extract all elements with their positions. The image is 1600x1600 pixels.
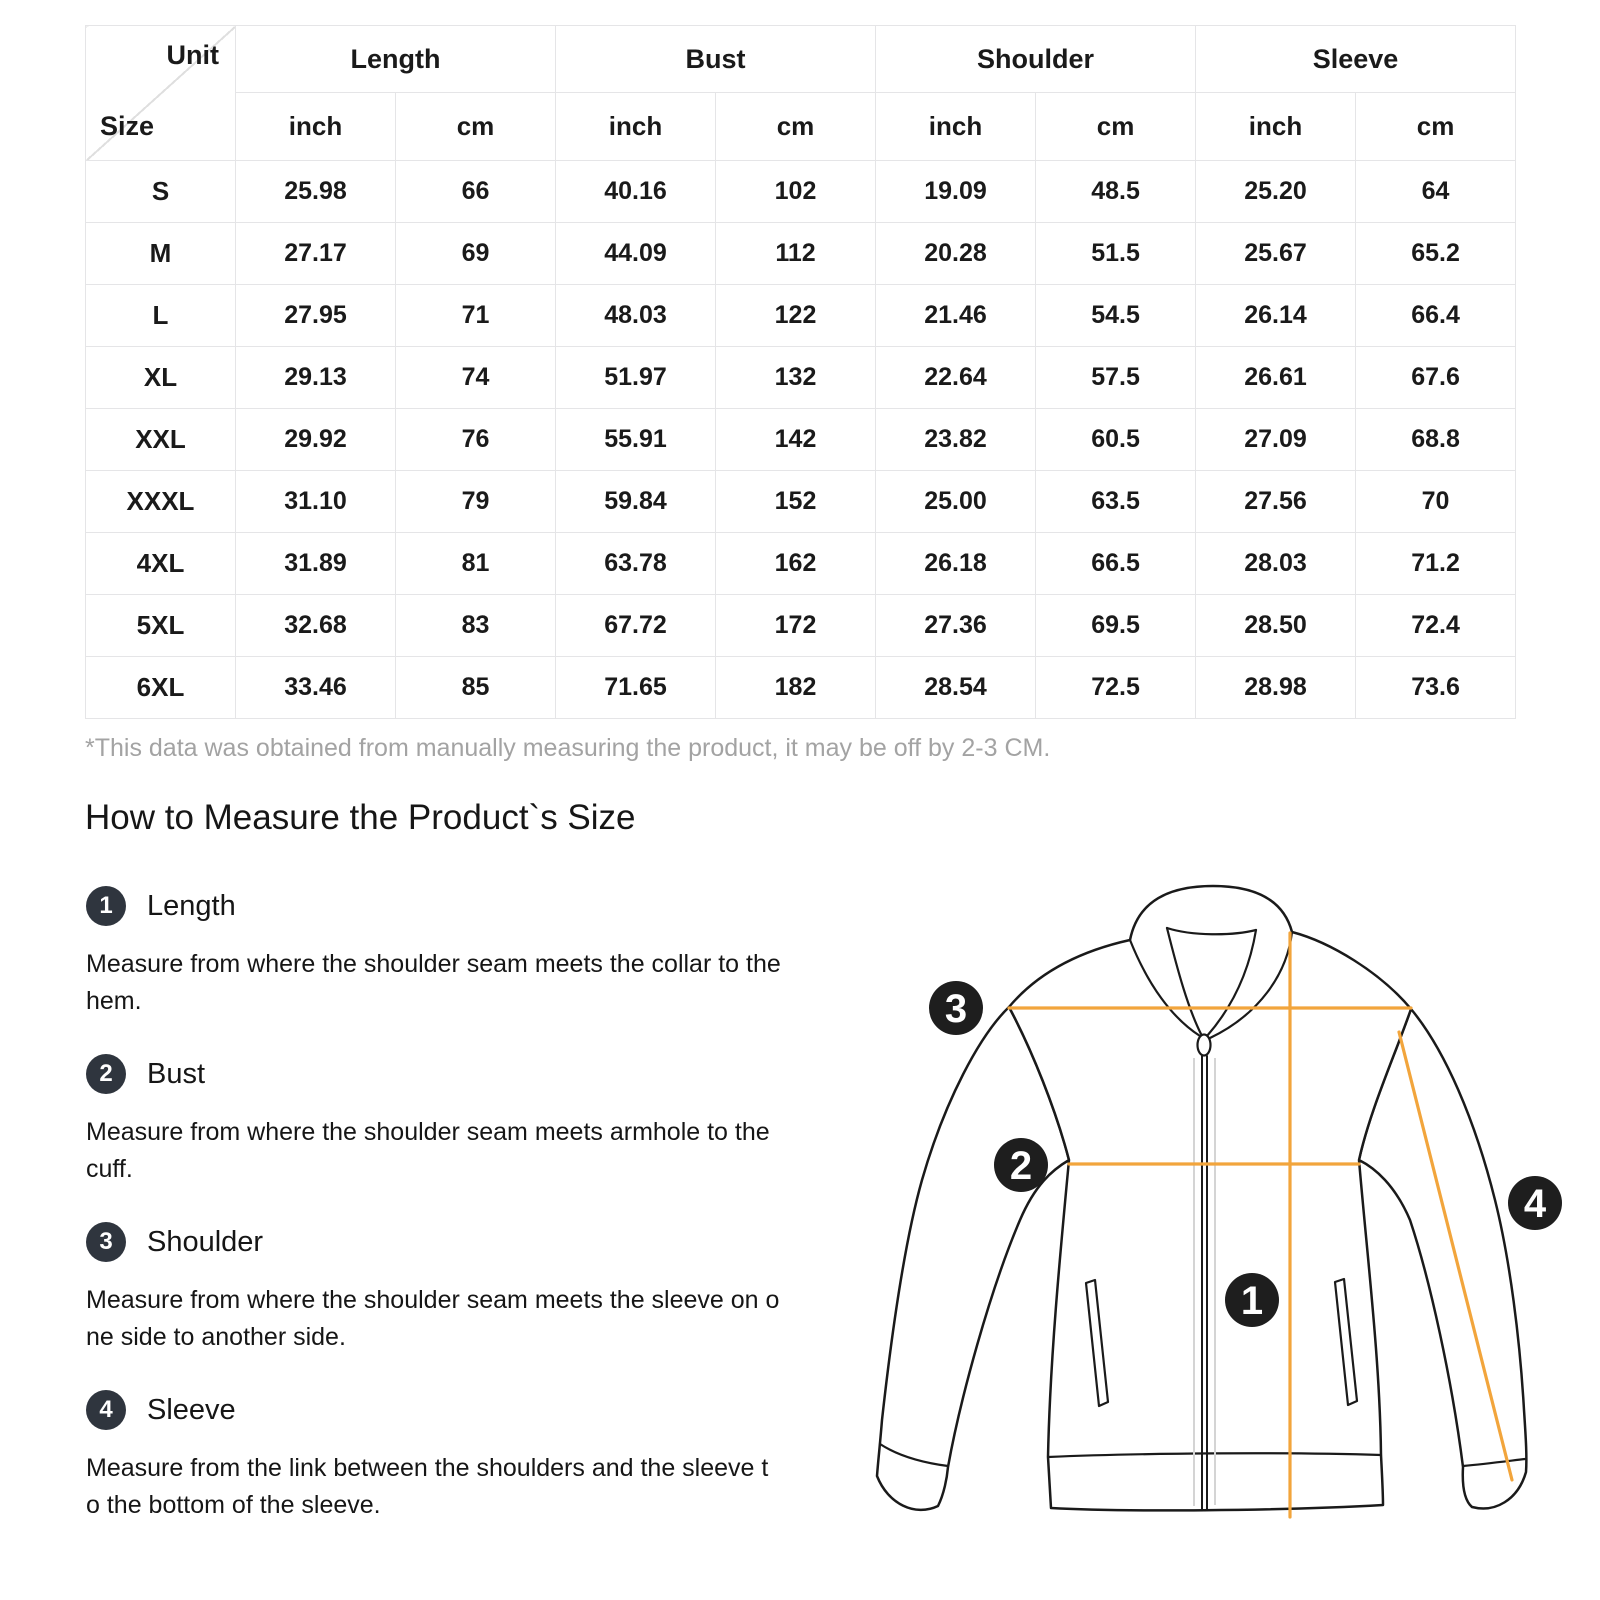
jacket-left-sleeve bbox=[877, 1007, 1069, 1510]
table-cell: 122 bbox=[716, 285, 876, 347]
table-cell: 73.6 bbox=[1356, 657, 1516, 719]
table-row bbox=[86, 471, 1516, 533]
description-line: hem. bbox=[86, 987, 142, 1015]
table-cell: 20.28 bbox=[876, 223, 1036, 285]
guide-item-header bbox=[86, 884, 876, 928]
size-label-cell: XXXL bbox=[86, 471, 236, 533]
step-badge: 1 bbox=[86, 886, 126, 926]
corner-unit-label: Unit bbox=[166, 40, 219, 70]
description-line: Measure from the link between the shoulders and the sleeve t bbox=[86, 1454, 769, 1482]
guide-item-header bbox=[86, 1388, 876, 1432]
unit-header: inch bbox=[236, 93, 396, 161]
table-cell: 27.17 bbox=[236, 223, 396, 285]
unit-header: cm bbox=[716, 93, 876, 161]
diagram-badge-2 bbox=[994, 1138, 1048, 1192]
table-cell: 67.72 bbox=[556, 595, 716, 657]
table-row bbox=[86, 409, 1516, 471]
zipper-pull bbox=[1198, 1035, 1211, 1056]
size-label-cell: L bbox=[86, 285, 236, 347]
table-cell: 85 bbox=[396, 657, 556, 719]
table-cell: 26.18 bbox=[876, 533, 1036, 595]
table-footnote: *This data was obtained from manually measuring the product, it may be off by 2-3 CM. bbox=[85, 734, 1051, 762]
group-header-row bbox=[86, 26, 1516, 93]
table-cell: 48.5 bbox=[1036, 161, 1196, 223]
unit-header: cm bbox=[1036, 93, 1196, 161]
table-cell: 142 bbox=[716, 409, 876, 471]
table-cell: 83 bbox=[396, 595, 556, 657]
unit-header: cm bbox=[1356, 93, 1516, 161]
guide-item-description bbox=[86, 1450, 876, 1524]
table-row bbox=[86, 161, 1516, 223]
table-cell: 26.14 bbox=[1196, 285, 1356, 347]
unit-header: inch bbox=[556, 93, 716, 161]
table-cell: 71.65 bbox=[556, 657, 716, 719]
table-cell: 57.5 bbox=[1036, 347, 1196, 409]
corner-cell bbox=[86, 26, 236, 161]
table-cell: 22.64 bbox=[876, 347, 1036, 409]
table-cell: 60.5 bbox=[1036, 409, 1196, 471]
table-cell: 33.46 bbox=[236, 657, 396, 719]
table-cell: 23.82 bbox=[876, 409, 1036, 471]
table-cell: 48.03 bbox=[556, 285, 716, 347]
guide-item-title: Bust bbox=[147, 1057, 206, 1090]
size-label-cell: S bbox=[86, 161, 236, 223]
column-header-length: Length bbox=[236, 26, 556, 93]
description-line: Measure from where the shoulder seam meets armhole to the bbox=[86, 1118, 770, 1146]
unit-header: inch bbox=[876, 93, 1036, 161]
diagram-badge-1 bbox=[1225, 1273, 1279, 1327]
size-table-body bbox=[86, 161, 1516, 719]
guide-item-header bbox=[86, 1052, 876, 1096]
table-row bbox=[86, 657, 1516, 719]
table-cell: 44.09 bbox=[556, 223, 716, 285]
svg-text:2: 2 bbox=[1009, 1144, 1033, 1188]
unit-header: inch bbox=[1196, 93, 1356, 161]
column-header-sleeve: Sleeve bbox=[1196, 26, 1516, 93]
table-cell: 25.00 bbox=[876, 471, 1036, 533]
guide-item-description bbox=[86, 1114, 876, 1188]
table-cell: 28.54 bbox=[876, 657, 1036, 719]
jacket-diagram bbox=[860, 860, 1600, 1600]
diagram-badge-4 bbox=[1508, 1176, 1562, 1230]
size-label-cell: XXL bbox=[86, 409, 236, 471]
column-header-shoulder: Shoulder bbox=[876, 26, 1196, 93]
table-cell: 76 bbox=[396, 409, 556, 471]
table-cell: 55.91 bbox=[556, 409, 716, 471]
table-cell: 54.5 bbox=[1036, 285, 1196, 347]
table-cell: 132 bbox=[716, 347, 876, 409]
table-cell: 28.98 bbox=[1196, 657, 1356, 719]
guide-item-sleeve bbox=[86, 1388, 876, 1556]
guide-item-bust bbox=[86, 1052, 876, 1220]
table-cell: 162 bbox=[716, 533, 876, 595]
table-cell: 66.5 bbox=[1036, 533, 1196, 595]
table-cell: 59.84 bbox=[556, 471, 716, 533]
size-chart-table bbox=[85, 25, 1516, 719]
table-cell: 19.09 bbox=[876, 161, 1036, 223]
description-line: cuff. bbox=[86, 1155, 133, 1183]
diagram-badge-3 bbox=[929, 981, 983, 1035]
table-cell: 81 bbox=[396, 533, 556, 595]
measure-guide-list bbox=[86, 884, 876, 1556]
guide-item-description bbox=[86, 1282, 876, 1356]
table-cell: 69.5 bbox=[1036, 595, 1196, 657]
table-cell: 112 bbox=[716, 223, 876, 285]
table-row bbox=[86, 533, 1516, 595]
table-cell: 68.8 bbox=[1356, 409, 1516, 471]
table-cell: 21.46 bbox=[876, 285, 1036, 347]
table-cell: 69 bbox=[396, 223, 556, 285]
table-cell: 25.98 bbox=[236, 161, 396, 223]
table-cell: 51.5 bbox=[1036, 223, 1196, 285]
guide-item-title: Length bbox=[147, 889, 236, 922]
description-line: o the bottom of the sleeve. bbox=[86, 1491, 381, 1519]
table-cell: 28.50 bbox=[1196, 595, 1356, 657]
step-badge: 4 bbox=[86, 1390, 126, 1430]
table-cell: 25.20 bbox=[1196, 161, 1356, 223]
table-cell: 71.2 bbox=[1356, 533, 1516, 595]
table-cell: 51.97 bbox=[556, 347, 716, 409]
table-cell: 26.61 bbox=[1196, 347, 1356, 409]
table-cell: 66 bbox=[396, 161, 556, 223]
table-cell: 72.5 bbox=[1036, 657, 1196, 719]
table-cell: 152 bbox=[716, 471, 876, 533]
table-cell: 70 bbox=[1356, 471, 1516, 533]
table-row bbox=[86, 223, 1516, 285]
guide-item-title: Shoulder bbox=[147, 1225, 264, 1258]
table-cell: 27.95 bbox=[236, 285, 396, 347]
table-cell: 72.4 bbox=[1356, 595, 1516, 657]
jacket-body bbox=[1009, 886, 1411, 1510]
description-line: ne side to another side. bbox=[86, 1323, 346, 1351]
svg-text:1: 1 bbox=[1240, 1279, 1264, 1323]
guide-item-length bbox=[86, 884, 876, 1052]
table-cell: 172 bbox=[716, 595, 876, 657]
table-cell: 71 bbox=[396, 285, 556, 347]
table-cell: 67.6 bbox=[1356, 347, 1516, 409]
step-badge: 2 bbox=[86, 1054, 126, 1094]
table-cell: 102 bbox=[716, 161, 876, 223]
table-cell: 27.56 bbox=[1196, 471, 1356, 533]
table-row bbox=[86, 285, 1516, 347]
table-cell: 28.03 bbox=[1196, 533, 1356, 595]
guide-heading: How to Measure the Product`s Size bbox=[85, 798, 636, 837]
guide-item-title: Sleeve bbox=[147, 1393, 236, 1426]
table-row bbox=[86, 347, 1516, 409]
table-cell: 74 bbox=[396, 347, 556, 409]
size-label-cell: XL bbox=[86, 347, 236, 409]
size-label-cell: 5XL bbox=[86, 595, 236, 657]
corner-size-label: Size bbox=[100, 111, 155, 141]
table-cell: 31.10 bbox=[236, 471, 396, 533]
size-label-cell: M bbox=[86, 223, 236, 285]
unit-header-row bbox=[86, 93, 1516, 161]
table-cell: 31.89 bbox=[236, 533, 396, 595]
table-cell: 63.78 bbox=[556, 533, 716, 595]
table-cell: 32.68 bbox=[236, 595, 396, 657]
guide-item-header bbox=[86, 1220, 876, 1264]
table-cell: 29.13 bbox=[236, 347, 396, 409]
description-line: Measure from where the shoulder seam meets the sleeve on o bbox=[86, 1286, 780, 1314]
table-cell: 65.2 bbox=[1356, 223, 1516, 285]
table-cell: 40.16 bbox=[556, 161, 716, 223]
svg-text:3: 3 bbox=[944, 987, 968, 1031]
table-cell: 66.4 bbox=[1356, 285, 1516, 347]
table-cell: 79 bbox=[396, 471, 556, 533]
table-cell: 64 bbox=[1356, 161, 1516, 223]
table-row bbox=[86, 595, 1516, 657]
size-label-cell: 4XL bbox=[86, 533, 236, 595]
table-cell: 27.36 bbox=[876, 595, 1036, 657]
guide-item-shoulder bbox=[86, 1220, 876, 1388]
table-cell: 182 bbox=[716, 657, 876, 719]
step-badge: 3 bbox=[86, 1222, 126, 1262]
guide-item-description bbox=[86, 946, 876, 1020]
table-cell: 63.5 bbox=[1036, 471, 1196, 533]
svg-text:4: 4 bbox=[1523, 1182, 1547, 1226]
column-header-bust: Bust bbox=[556, 26, 876, 93]
table-cell: 25.67 bbox=[1196, 223, 1356, 285]
table-cell: 27.09 bbox=[1196, 409, 1356, 471]
unit-header: cm bbox=[396, 93, 556, 161]
description-line: Measure from where the shoulder seam meets the collar to the bbox=[86, 950, 781, 978]
table-cell: 29.92 bbox=[236, 409, 396, 471]
size-label-cell: 6XL bbox=[86, 657, 236, 719]
